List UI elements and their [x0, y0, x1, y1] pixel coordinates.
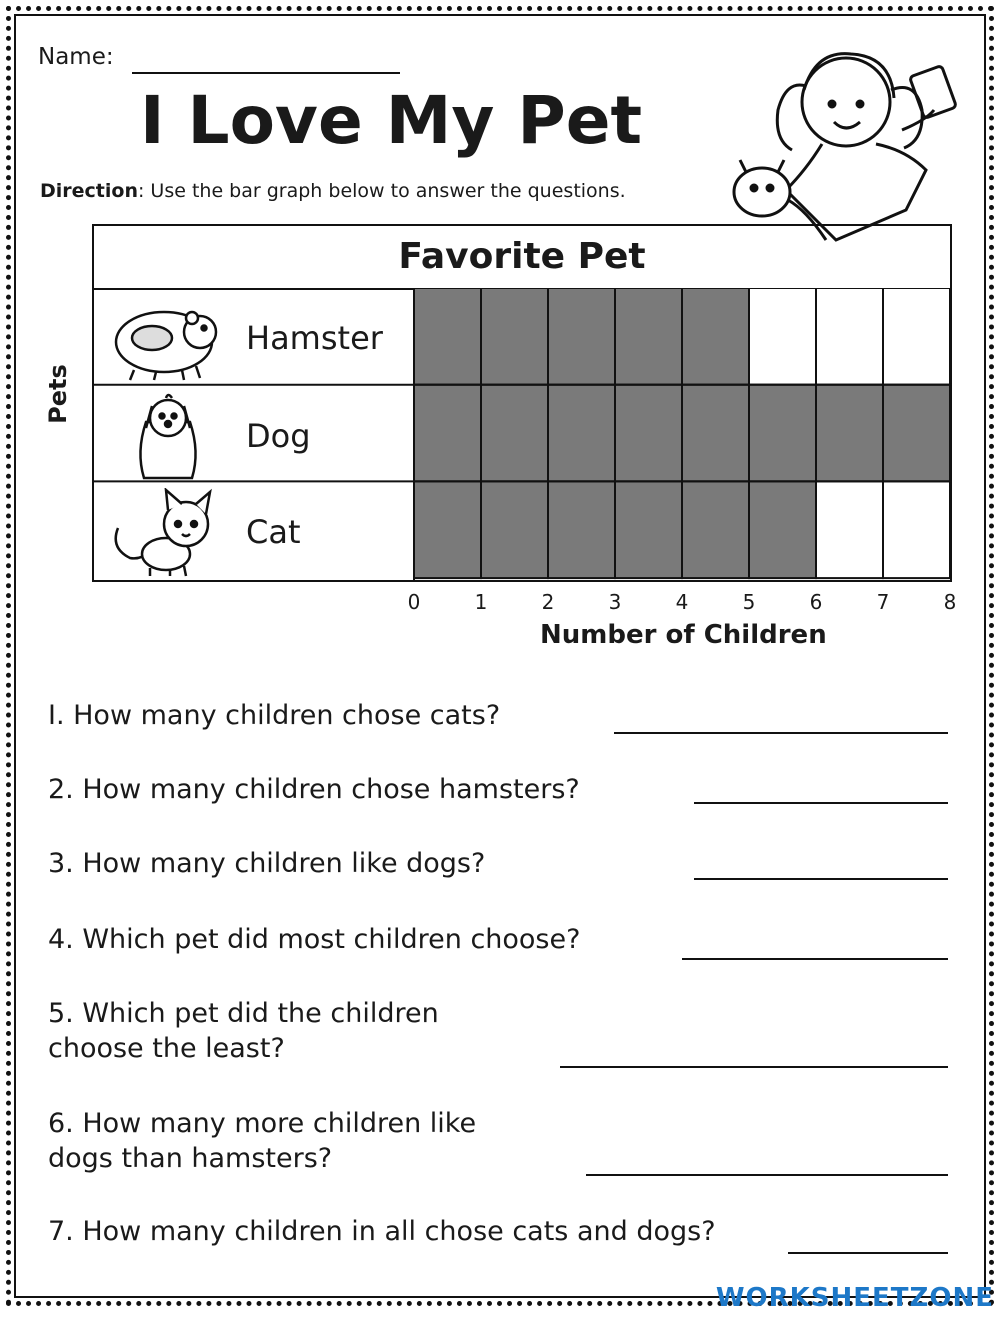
answer-line-3[interactable]: [694, 878, 948, 880]
question-text: 2. How many children chose hamsters?: [48, 774, 580, 805]
question-5: [48, 996, 439, 1066]
row-cat: [96, 484, 416, 580]
cat-icon: [110, 488, 220, 578]
worksheetzone-logo-icon: WORKSHEETZONE: [715, 1283, 994, 1313]
bar-cell-hamster: [481, 288, 548, 385]
empty-cell-cat: [883, 481, 950, 578]
bar-cell-hamster: [682, 288, 749, 385]
direction-text: [40, 180, 626, 202]
bar-cell-dog: [749, 385, 816, 482]
question-text: 7. How many children in all chose cats and dogs?: [48, 1216, 716, 1247]
bar-cell-hamster: [414, 288, 481, 385]
question-text: I. How many children chose cats?: [48, 700, 501, 731]
girl-with-pet-illustration: [726, 40, 976, 250]
bar-cell-cat: [481, 481, 548, 578]
bar-cell-dog: [414, 385, 481, 482]
bar-cell-dog: [615, 385, 682, 482]
question-1: [48, 698, 500, 733]
answer-line-1[interactable]: [614, 732, 948, 734]
question-2: [48, 772, 580, 807]
x-tick-label: 7: [876, 590, 890, 614]
x-tick-label: 8: [943, 590, 957, 614]
worksheet-title: I Love My Pet: [140, 82, 643, 159]
x-tick-label: 3: [608, 590, 622, 614]
question-text: 5. Which pet did the children: [48, 998, 439, 1029]
row-dog: [96, 388, 416, 484]
chart-title: Favorite Pet: [92, 224, 952, 290]
question-6: [48, 1106, 476, 1176]
bar-cell-dog: [682, 385, 749, 482]
empty-cell-hamster: [883, 288, 950, 385]
x-tick-label: 6: [809, 590, 823, 614]
question-4: [48, 922, 580, 957]
empty-cell-cat: [816, 481, 883, 578]
hamster-icon: [104, 296, 222, 382]
answer-line-6[interactable]: [586, 1174, 948, 1176]
y-axis-label: Pets: [43, 364, 72, 424]
row-hamster: [96, 290, 416, 386]
question-text: choose the least?: [48, 1033, 285, 1064]
x-tick-label: 1: [474, 590, 488, 614]
answer-line-2[interactable]: [694, 802, 948, 804]
bar-cell-dog: [816, 385, 883, 482]
x-tick-label: 5: [742, 590, 756, 614]
x-tick-label: 2: [541, 590, 555, 614]
bar-cell-cat: [749, 481, 816, 578]
answer-line-7[interactable]: [788, 1252, 948, 1254]
bar-cell-cat: [682, 481, 749, 578]
dog-icon: [126, 392, 210, 482]
answer-line-4[interactable]: [682, 958, 948, 960]
x-axis-label: Number of Children: [540, 620, 827, 650]
category-label-hamster: Hamster: [246, 319, 383, 357]
question-text: 4. Which pet did most children choose?: [48, 924, 581, 955]
x-tick-label: 0: [407, 590, 421, 614]
question-text: 3. How many children like dogs?: [48, 848, 486, 879]
empty-cell-hamster: [816, 288, 883, 385]
bar-cell-cat: [548, 481, 615, 578]
bar-cell-dog: [883, 385, 950, 482]
x-tick-label: 4: [675, 590, 689, 614]
question-3: [48, 846, 485, 881]
question-text: 6. How many more children like: [48, 1108, 477, 1139]
category-label-cat: Cat: [246, 513, 301, 551]
category-label-dog: Dog: [246, 417, 311, 455]
bar-cell-cat: [615, 481, 682, 578]
empty-cell-hamster: [749, 288, 816, 385]
question-text: dogs than hamsters?: [48, 1143, 333, 1174]
name-field-line[interactable]: [132, 72, 400, 74]
bar-cell-dog: [481, 385, 548, 482]
bar-cell-cat: [414, 481, 481, 578]
name-label: Name:: [38, 44, 114, 70]
direction-label: Direction: [40, 180, 138, 202]
question-7: [48, 1214, 716, 1249]
answer-line-5[interactable]: [560, 1066, 948, 1068]
row-labels: [94, 290, 414, 580]
bar-cell-hamster: [615, 288, 682, 385]
bar-cell-dog: [548, 385, 615, 482]
bar-cell-hamster: [548, 288, 615, 385]
direction-body: : Use the bar graph below to answer the questions.: [137, 180, 626, 202]
